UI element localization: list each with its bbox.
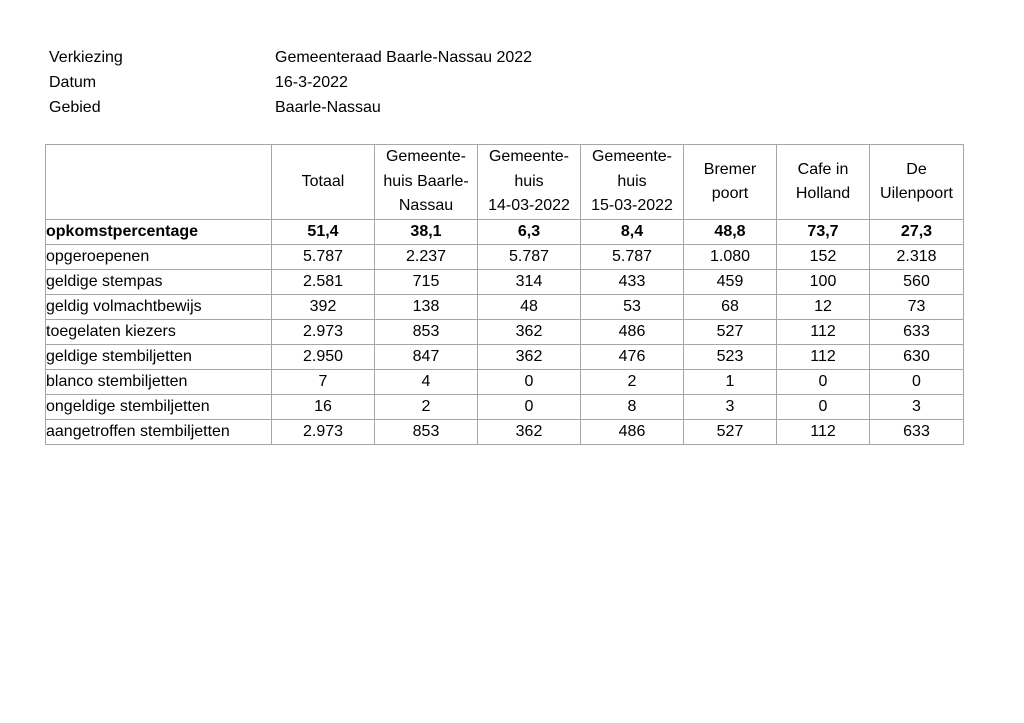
table-row (46, 395, 964, 420)
cell-value: 4 (375, 370, 478, 395)
meta-row-verkiezing (49, 45, 532, 70)
table-row (46, 345, 964, 370)
cell-value: 523 (684, 345, 777, 370)
cell-value: 68 (684, 295, 777, 320)
column-header-line: huis (514, 172, 544, 190)
cell-value: 112 (777, 320, 870, 345)
cell-value: 476 (581, 345, 684, 370)
cell-value: 2.973 (272, 320, 375, 345)
cell-value: 1.080 (684, 245, 777, 270)
column-header-line: Gemeente- (591, 148, 673, 166)
cell-value: 362 (478, 420, 581, 445)
cell-value: 362 (478, 320, 581, 345)
cell-value: 433 (581, 270, 684, 295)
table-corner-cell (46, 145, 272, 220)
cell-value: 2.973 (272, 420, 375, 445)
cell-value: 527 (684, 420, 777, 445)
column-header-line: Uilenpoort (880, 185, 953, 202)
meta-value: Gemeenteraad Baarle-Nassau 2022 (275, 49, 533, 66)
column-header-line: Holland (795, 185, 851, 202)
cell-value: 2 (581, 370, 684, 395)
cell-value: 112 (777, 420, 870, 445)
cell-value: 53 (581, 295, 684, 320)
meta-value: Baarle-Nassau (275, 99, 381, 116)
cell-value: 853 (375, 320, 478, 345)
cell-value: 2.237 (375, 245, 478, 270)
cell-value: 630 (870, 345, 964, 370)
cell-value: 633 (870, 420, 964, 445)
cell-value: 0 (478, 395, 581, 420)
cell-value: 0 (870, 370, 964, 395)
table-row (46, 420, 964, 445)
meta-key: Datum (49, 74, 97, 91)
column-header-line: Nassau (398, 197, 454, 215)
table-row (46, 320, 964, 345)
table-row (46, 270, 964, 295)
cell-value: 73 (870, 295, 964, 320)
meta-row-gebied (49, 95, 532, 120)
column-header-line: huis Baarle- (383, 172, 469, 190)
meta-key: Verkiezing (49, 49, 123, 66)
cell-value: 16 (272, 395, 375, 420)
cell-value: 100 (777, 270, 870, 295)
cell-value: 5.787 (581, 245, 684, 270)
column-header (684, 145, 777, 220)
cell-value: 152 (777, 245, 870, 270)
row-label: blanco stembiljetten (46, 370, 272, 395)
row-label: opkomstpercentage (46, 220, 272, 245)
meta-key: Gebied (49, 99, 101, 116)
cell-value: 6,3 (478, 220, 581, 245)
row-label: toegelaten kiezers (46, 320, 272, 345)
column-header-line: Totaal (301, 172, 345, 190)
table-row (46, 295, 964, 320)
cell-value: 2 (375, 395, 478, 420)
column-header (375, 145, 478, 220)
cell-value: 8 (581, 395, 684, 420)
column-header (478, 145, 581, 220)
table-header-row (46, 145, 964, 220)
cell-value: 314 (478, 270, 581, 295)
column-header-line: huis (617, 172, 647, 190)
meta-row-datum (49, 70, 532, 95)
cell-value: 5.787 (478, 245, 581, 270)
row-label: geldige stembiljetten (46, 345, 272, 370)
cell-value: 2.581 (272, 270, 375, 295)
table-row (46, 370, 964, 395)
meta-value: 16-3-2022 (275, 74, 348, 91)
row-label: geldige stempas (46, 270, 272, 295)
cell-value: 459 (684, 270, 777, 295)
column-header-line: 15-03-2022 (591, 197, 673, 215)
cell-value: 73,7 (777, 220, 870, 245)
row-label: geldig volmachtbewijs (46, 295, 272, 320)
column-header-line: De (906, 160, 927, 178)
cell-value: 2.318 (870, 245, 964, 270)
column-header-line: Gemeente- (488, 148, 570, 166)
row-label: aangetroffen stembiljetten (46, 420, 272, 445)
cell-value: 527 (684, 320, 777, 345)
cell-value: 633 (870, 320, 964, 345)
cell-value: 51,4 (272, 220, 375, 245)
cell-value: 3 (870, 395, 964, 420)
cell-value: 486 (581, 320, 684, 345)
column-header-line: Cafe in (797, 160, 849, 178)
cell-value: 0 (777, 395, 870, 420)
table-row (46, 220, 964, 245)
cell-value: 0 (478, 370, 581, 395)
column-header (870, 145, 964, 220)
column-header (272, 145, 375, 220)
table-body (46, 220, 964, 445)
cell-value: 560 (870, 270, 964, 295)
cell-value: 362 (478, 345, 581, 370)
column-header-line: poort (711, 185, 749, 202)
cell-value: 715 (375, 270, 478, 295)
cell-value: 486 (581, 420, 684, 445)
cell-value: 7 (272, 370, 375, 395)
cell-value: 38,1 (375, 220, 478, 245)
column-header-line: Bremer (703, 160, 757, 178)
cell-value: 847 (375, 345, 478, 370)
column-header (581, 145, 684, 220)
cell-value: 5.787 (272, 245, 375, 270)
cell-value: 2.950 (272, 345, 375, 370)
results-table (45, 144, 964, 445)
row-label: opgeroepenen (46, 245, 272, 270)
cell-value: 392 (272, 295, 375, 320)
cell-value: 3 (684, 395, 777, 420)
cell-value: 48 (478, 295, 581, 320)
cell-value: 12 (777, 295, 870, 320)
cell-value: 0 (777, 370, 870, 395)
column-header-line: 14-03-2022 (488, 197, 570, 215)
election-metadata (49, 45, 532, 120)
column-header-line: Gemeente- (385, 148, 467, 166)
cell-value: 853 (375, 420, 478, 445)
cell-value: 138 (375, 295, 478, 320)
cell-value: 27,3 (870, 220, 964, 245)
cell-value: 48,8 (684, 220, 777, 245)
table-row (46, 245, 964, 270)
column-header (777, 145, 870, 220)
cell-value: 8,4 (581, 220, 684, 245)
row-label: ongeldige stembiljetten (46, 395, 272, 420)
cell-value: 1 (684, 370, 777, 395)
cell-value: 112 (777, 345, 870, 370)
